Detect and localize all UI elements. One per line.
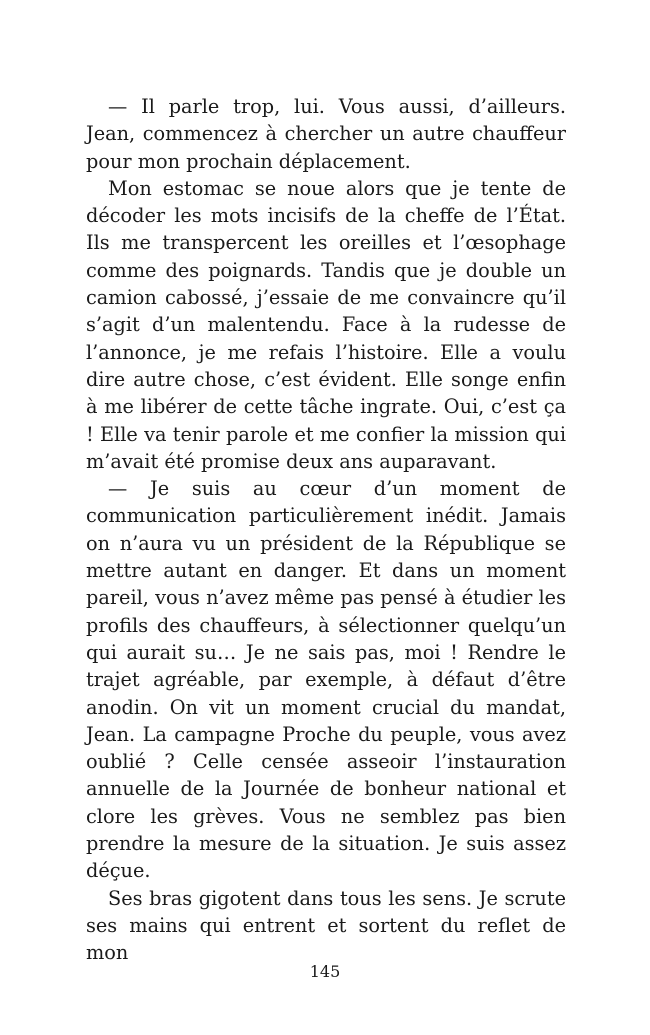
page-body xyxy=(86,93,566,967)
paragraph-dialogue-1: — Il parle trop, lui. Vous aussi, d’ailleurs. Jean, commencez à chercher un autre chauffeur pour mon prochain déplacement. xyxy=(86,95,566,173)
paragraph-dialogue-2: — Je suis au cœur d’un moment de communication particulièrement inédit. Jamais on n’aura vu un président de la République se mettre autant en danger. Et dans un moment pareil, vous n’avez même pas pensé à étudier les profils des chauffeurs, à sélectionner quelqu’un qui aurait su… Je ne sais pas, moi ! Rendre le trajet agréable, par exemple, à défaut d’être anodin. On vit un moment crucial du mandat, Jean. La campagne Proche du peuple, vous avez oublié ? Celle censée asseoir l’instauration annuelle de la Journée de bonheur national et clore les grèves. Vous ne semblez pas bien prendre la mesure de la situation. Je suis assez déçue. xyxy=(86,477,566,883)
paragraph-narration-1: Mon estomac se noue alors que je tente de décoder les mots incisifs de la cheffe de l’État. Ils me transpercent les oreilles et l’œsophage comme des poignards. Tandis que je double un camion cabossé, j’essaie de me convaincre qu’il s’agit d’un malentendu. Face à la rudesse de l’annonce, je me refais l’histoire. Elle a voulu dire autre chose, c’est évident. Elle songe enfin à me libérer de cette tâche ingrate. Oui, c’est ça ! Elle va tenir parole et me confier la mission qui m’avait été promise deux ans auparavant. xyxy=(86,176,566,473)
page-number: 145 xyxy=(309,962,341,981)
paragraph-narration-2: Ses bras gigotent dans tous les sens. Je scrute ses mains qui entrent et sortent du reflet de mon xyxy=(86,886,566,965)
